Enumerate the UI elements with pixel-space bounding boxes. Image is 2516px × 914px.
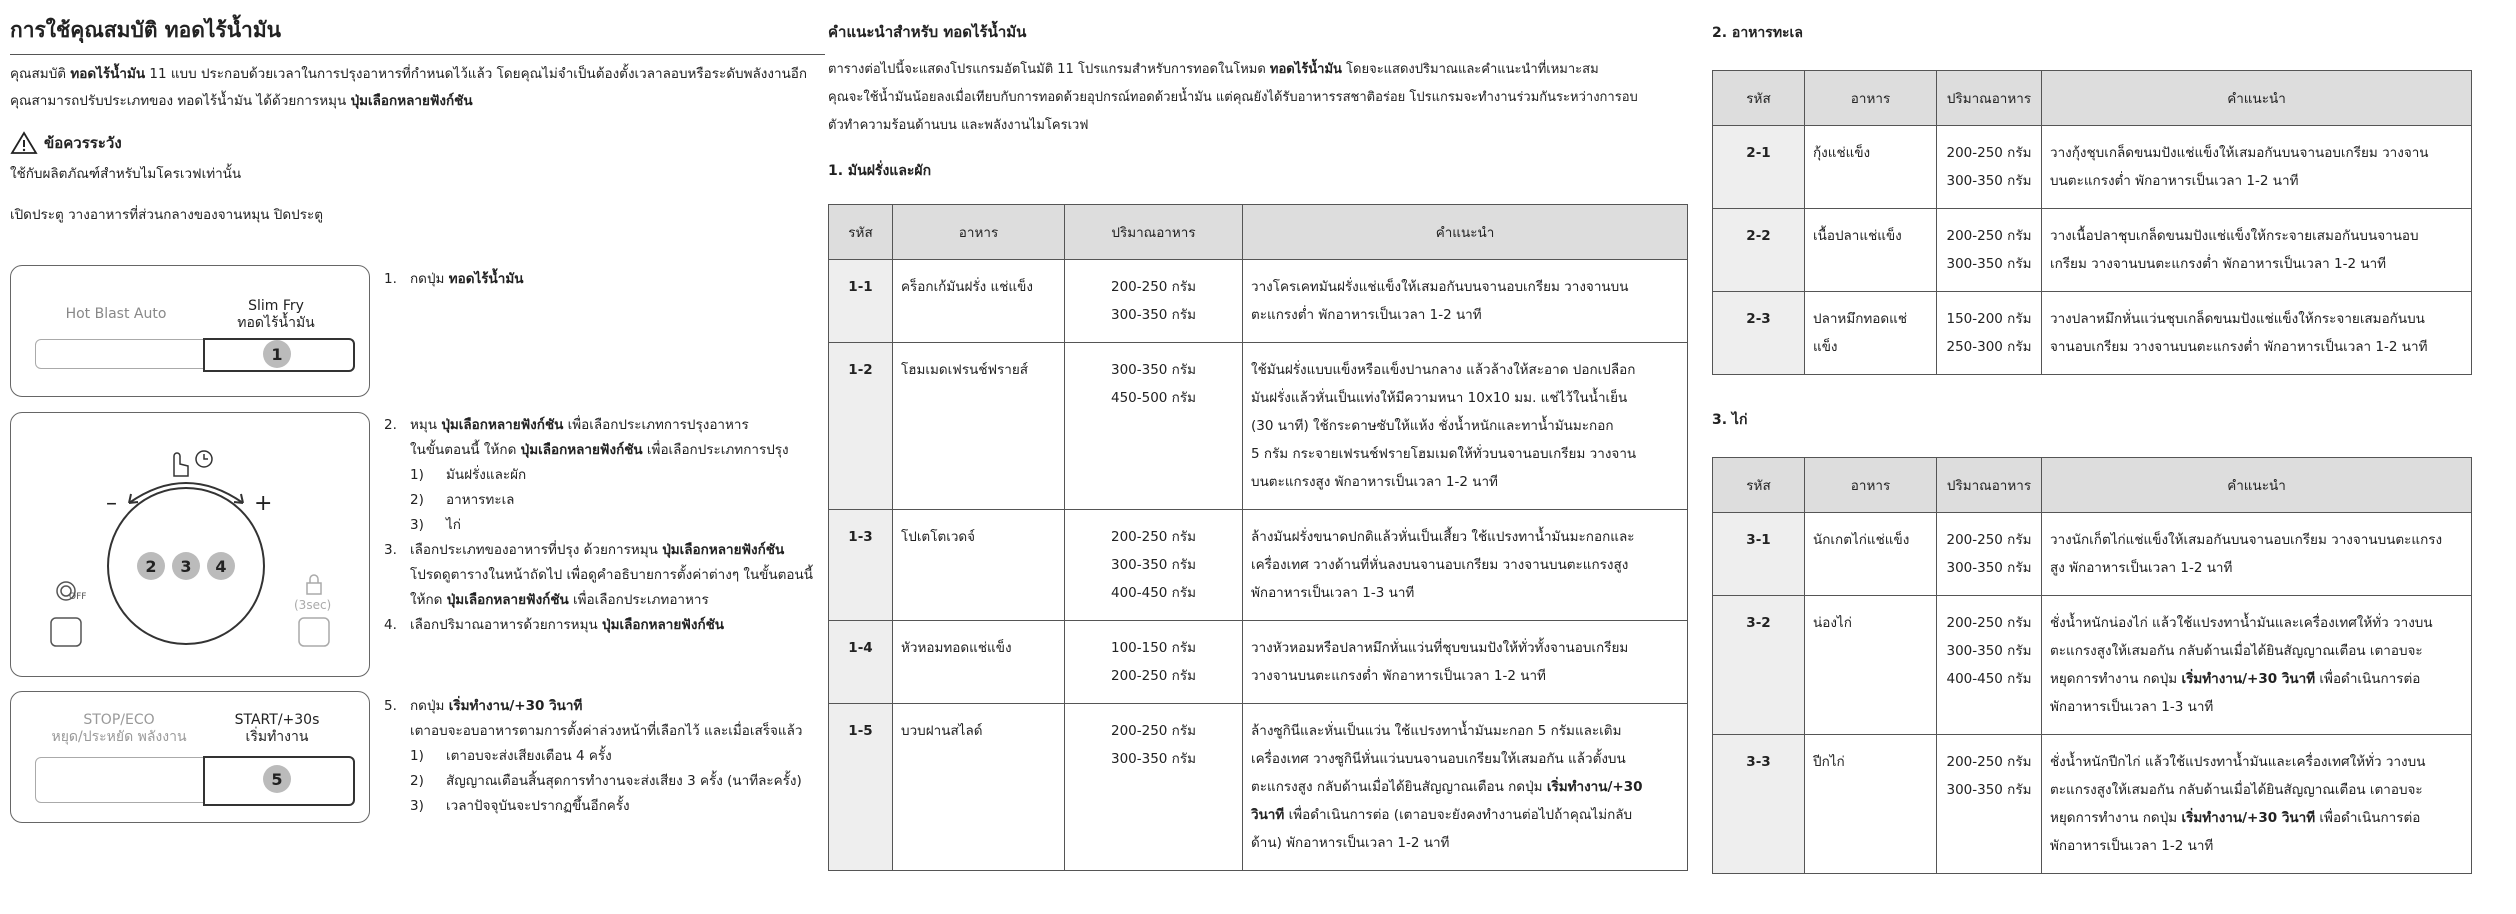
start-label: START/+30s เริ่มทำงาน	[234, 712, 320, 745]
qty-value: 200-250 กรัม	[1110, 279, 1197, 295]
instruction-line: วางเนื้อปลาชุบเกล็ดขนมปังแช่แข็งให้กระจายเสมอกันบนจานอบ	[2050, 228, 2419, 244]
qty-value: 400-450 กรัม	[1946, 671, 2032, 687]
table-header-row	[1713, 458, 2472, 513]
cell-instruction	[2042, 126, 2472, 209]
guide-title: คำแนะนำสำหรับ ทอดไร้น้ำมัน	[828, 23, 1027, 41]
instruction-line: สูง พักอาหารเป็นเวลา 1-2 นาที	[2050, 560, 2233, 576]
instruction-line: บนตะแกรงสูง พักอาหารเป็นเวลา 1-2 นาที	[1251, 474, 1498, 490]
table-row	[1713, 126, 2472, 209]
qty-value: 200-250 กรัม	[1110, 723, 1197, 739]
start-stop-panel	[10, 691, 370, 823]
table-row	[1713, 735, 2472, 874]
hand-icon	[174, 453, 188, 476]
instruction-line: มันฝรั่งแล้วหั่นเป็นแท่งให้มีความหนา 10x10 มม. แช่ไว้ในน้ำเย็น	[1251, 390, 1628, 406]
qty-value: 300-350 กรัม	[1110, 362, 1197, 378]
instruction-line: วางนักเก็ตไก่แช่แข็งให้เสมอกันบนจานอบเกรียม วางจานบนตะแกรง	[2050, 532, 2443, 548]
instruction-line: วางหัวหอมหรือปลาหมึกหั่นแว่นที่ชุบขนมปังให้ทั่วทั้งจานอบเกรียม	[1251, 640, 1629, 656]
col-header-code: รหัส	[1713, 71, 1805, 126]
qty-value: 250-300 กรัม	[1946, 339, 2032, 355]
slim-fry-label: Slim Fry ทอดไร้น้ำมัน	[237, 298, 315, 331]
cell-instruction	[2042, 292, 2472, 375]
cell-qty	[1937, 596, 2042, 735]
qty-value: 300-350 กรัม	[1946, 173, 2032, 189]
seafood-chicken-column	[1712, 0, 2472, 874]
cell-qty	[1065, 343, 1243, 510]
step-badge: 4	[207, 552, 235, 580]
cell-instruction	[1243, 510, 1688, 621]
table-row	[1713, 292, 2472, 375]
qty-value: 300-350 กรัม	[1946, 256, 2032, 272]
cell-code: 3-2	[1713, 596, 1805, 735]
cell-food: หัวหอมทอดแช่แข็ง	[893, 621, 1065, 704]
cell-code: 1-4	[829, 621, 893, 704]
cell-qty	[1065, 621, 1243, 704]
plus-sign: +	[254, 491, 273, 516]
cell-qty	[1937, 735, 2042, 874]
table-row	[829, 704, 1688, 871]
col-header-qty: ปริมาณอาหาร	[1937, 71, 2042, 126]
cell-instruction	[1243, 621, 1688, 704]
table-header-row	[1713, 71, 2472, 126]
cell-code: 3-3	[1713, 735, 1805, 874]
qty-value: 400-450 กรัม	[1110, 585, 1197, 601]
potato-veg-table	[828, 204, 1688, 871]
clock-icon	[196, 451, 212, 467]
col-header-food: อาหาร	[1805, 71, 1937, 126]
step-5: 5. กดปุ่ม เริ่มทำงาน/+30 วินาที เตาอบจะอบอาหารตามการตั้งค่าล่วงหน้าที่เลือกไว้ และเมื่อเสร็จแล้ว 1) เตาอบจะส่งเสียงเตือน 4 ครั้ง 2) สัญญาณเตือนสิ้นสุดการทำงานจะส่งเสียง 3 ครั้ง (นาทีละครั้ง) 3) เวลาปัจจุบันจะปรากฏขึ้นอีกครั้ง	[384, 694, 824, 819]
cell-instruction	[1243, 343, 1688, 510]
section-heading: 3. ไก่	[1712, 412, 1748, 428]
cell-food: คร็อกเก้มันฝรั่ง แช่แข็ง	[893, 260, 1065, 343]
list-item: 2) สัญญาณเตือนสิ้นสุดการทำงานจะส่งเสียง 3 ครั้ง (นาทีละครั้ง)	[410, 773, 802, 789]
cell-instruction: ล้างซูกินีและหั่นเป็นแว่น ใช้แปรงทาน้ำมันมะกอก 5 กรัมและเติม เครื่องเทศ วางซูกินีหั่นแว่นบนจานอบเกรียมให้เสมอกัน แล้วตั้งบน ตะแกรงสูง กลับด้านเมื่อได้ยินสัญญาณเตือน กดปุ่ม เริ่มทำงาน/+30 วินาที เพื่อดำเนินการต่อ (เตาอบจะยังคงทำงานต่อไปถ้าคุณไม่กลับ ด้าน) พักอาหารเป็นเวลา 1-2 นาที	[1243, 704, 1688, 871]
cell-qty	[1065, 510, 1243, 621]
page-title: การใช้คุณสมบัติ ทอดไร้น้ำมัน	[10, 16, 825, 55]
instruction-line: เกรียม วางจานบนตะแกรงต่ำ พักอาหารเป็นเวลา 1-2 นาที	[2050, 256, 2387, 272]
qty-value: 300-350 กรัม	[1110, 751, 1197, 767]
qty-value: 200-250 กรัม	[1110, 529, 1197, 545]
cell-food: โฮมเมดเฟรนช์ฟรายส์	[893, 343, 1065, 510]
cell-qty	[1065, 260, 1243, 343]
instruction-line: วางปลาหมึกหั่นแว่นชุบเกล็ดขนมปังแช่แข็งให้กระจายเสมอกันบน	[2050, 311, 2425, 327]
qty-value: 200-250 กรัม	[1946, 532, 2032, 548]
intro-paragraph: คุณสมบัติ ทอดไร้น้ำมัน 11 แบบ ประกอบด้วยเวลาในการปรุงอาหารที่กำหนดไว้แล้ว โดยคุณไม่จำเป็นต้องตั้งเวลาลอบหรือระดับพลังงานอีก คุณสามารถปรับประเภทของ ทอดไร้น้ำมัน ได้ด้วยการหมุน ปุ่มเลือกหลายฟังก์ชัน	[10, 66, 808, 109]
stop-eco-label: STOP/ECO หยุด/ประหยัด พลังงาน	[51, 712, 187, 745]
cell-food: เนื้อปลาแช่แข็ง	[1805, 209, 1937, 292]
cell-qty	[1937, 292, 2042, 375]
cell-instruction	[2042, 209, 2472, 292]
instruction-line: บนตะแกรงต่ำ พักอาหารเป็นเวลา 1-2 นาที	[2050, 173, 2299, 189]
list-item: 3) ไก่	[410, 517, 461, 533]
cell-code: 2-1	[1713, 126, 1805, 209]
cell-code: 2-3	[1713, 292, 1805, 375]
cell-code: 1-1	[829, 260, 893, 343]
cell-qty	[1937, 126, 2042, 209]
cell-food: บวบฝานสไลด์	[893, 704, 1065, 871]
col-header-inst: คำแนะนำ	[1243, 205, 1688, 260]
table-row	[1713, 513, 2472, 596]
qty-value: 200-250 กรัม	[1946, 228, 2032, 244]
cell-code: 1-5	[829, 704, 893, 871]
lock-button	[299, 618, 329, 646]
cell-food: กุ้งแช่แข็ง	[1805, 126, 1937, 209]
qty-value: 200-250 กรัม	[1946, 145, 2032, 161]
step-1: 1. กดปุ่ม ทอดไร้น้ำมัน	[384, 271, 524, 287]
qty-value: 200-250 กรัม	[1946, 754, 2032, 770]
table-row	[829, 621, 1688, 704]
table-row	[1713, 209, 2472, 292]
instruction-line: เครื่องเทศ วางด้านที่หั่นลงบนจานอบเกรียม วางจานบนตะแกรงสูง	[1251, 557, 1629, 573]
col-header-code: รหัส	[1713, 458, 1805, 513]
qty-value: 200-250 กรัม	[1110, 668, 1197, 684]
col-header-code: รหัส	[829, 205, 893, 260]
cell-instruction	[2042, 513, 2472, 596]
cell-instruction: ชั่งน้ำหนักน่องไก่ แล้วใช้แปรงทาน้ำมันและเครื่องเทศให้ทั่ว วางบน ตะแกรงสูงให้เสมอกัน กลับด้านเมื่อได้ยินสัญญาณเตือน เตาอบจะ หยุดการทำงาน กดปุ่ม เริ่มทำงาน/+30 วินาที เพื่อดำเนินการต่อ พักอาหารเป็นเวลา 1-3 นาที	[2042, 596, 2472, 735]
lock-icon	[307, 575, 321, 594]
qty-value: 300-350 กรัม	[1110, 307, 1197, 323]
guide-intro: ตารางต่อไปนี้จะแสดงโปรแกรมอัตโนมัติ 11 โปรแกรมสำหรับการทอดในโหมด ทอดไร้น้ำมัน โดยจะแสดงปริมาณและคำแนะนำที่เหมาะสม คุณจะใช้น้ำมันน้อยลงเมื่อเทียบกับการทอดด้วยอุปกรณ์ทอดด้วยน้ำมัน แต่คุณยังได้รับอาหารรสชาติอร่อย โปรแกรมจะทำงานร่วมกันระหว่างการอบ ตัวทำความร้อนด้านบน และพลังงานไมโครเวฟ	[828, 62, 1638, 133]
hot-blast-auto-button[interactable]	[35, 339, 205, 369]
col-header-qty: ปริมาณอาหาร	[1937, 458, 2042, 513]
cell-food: โปเตโตเวดจ์	[893, 510, 1065, 621]
step-badge: 3	[172, 552, 200, 580]
qty-value: 450-500 กรัม	[1110, 390, 1197, 406]
cell-instruction	[1243, 260, 1688, 343]
table-row	[1713, 596, 2472, 735]
instruction-line: (30 นาที) ใช้กระดาษซับให้แห้ง ชั่งน้ำหนักและทาน้ำมันมะกอก	[1251, 418, 1614, 434]
instruction-line: ใช้มันฝรั่งแบบแข็งหรือแข็งปานกลาง แล้วล้างให้สะอาด ปอกเปลือก	[1251, 362, 1636, 378]
off-label: OFF	[69, 592, 87, 602]
table-row	[829, 510, 1688, 621]
lock-duration-label: (3sec)	[294, 598, 332, 612]
instruction-line: ล้างมันฝรั่งขนาดปกติแล้วหั่นเป็นเสี้ยว ใช้แปรงทาน้ำมันมะกอกและ	[1251, 529, 1635, 545]
col-header-qty: ปริมาณอาหาร	[1065, 205, 1243, 260]
caution-text: ใช้กับผลิตภัณฑ์สำหรับไมโครเวฟเท่านั้น	[10, 166, 242, 182]
table-row	[829, 343, 1688, 510]
qty-value: 300-350 กรัม	[1946, 643, 2032, 659]
cell-code: 3-1	[1713, 513, 1805, 596]
steps-2-to-4: 2. หมุน ปุ่มเลือกหลายฟังก์ชัน เพื่อเลือกประเภทการปรุงอาหาร ในขั้นตอนนี้ ให้กด ปุ่มเลือกหลายฟังก์ชัน เพื่อเลือกประเภทการปรุง 1) มันฝรั่งและผัก 2) อาหารทะเล 3) ไก่ 3. เลือกประเภทของอาหารที่ปรุง ด้วยการหมุน ปุ่มเลือกหลายฟังก์ชัน โปรดดูตารางในหน้าถัดไป เพื่อดูคำอธิบายการตั้งค่าต่างๆ ในขั้นตอนนี้ ให้กด ปุ่มเลือกหลายฟังก์ชัน เพื่อเลือกประเภทอาหาร 4. เลือกปริมาณอาหารด้วยการหมุน ปุ่มเลือกหลายฟังก์ชัน	[384, 413, 824, 638]
door-instruction: เปิดประตู วางอาหารที่ส่วนกลางของจานหมุน ปิดประตู	[10, 207, 323, 223]
hot-blast-auto-label: Hot Blast Auto	[65, 306, 167, 322]
col-header-food: อาหาร	[893, 205, 1065, 260]
cell-qty	[1937, 513, 2042, 596]
eco-button	[51, 618, 81, 646]
cell-qty	[1065, 704, 1243, 871]
table-header-row	[829, 205, 1688, 260]
cell-food: น่องไก่	[1805, 596, 1937, 735]
instruction-line: พักอาหารเป็นเวลา 1-3 นาที	[1251, 585, 1415, 601]
instruction-line: วางโครเคทมันฝรั่งแช่แข็งให้เสมอกันบนจานอบเกรียม วางจานบน	[1251, 279, 1629, 295]
instruction-line: วางจานบนตะแกรงต่ำ พักอาหารเป็นเวลา 1-2 นาที	[1251, 668, 1546, 684]
guide-column	[828, 0, 1688, 871]
seafood-table	[1712, 70, 2472, 375]
qty-value: 300-350 กรัม	[1946, 560, 2032, 576]
cell-qty	[1937, 209, 2042, 292]
cell-food: ปีกไก่	[1805, 735, 1937, 874]
qty-value: 300-350 กรัม	[1110, 557, 1197, 573]
stop-eco-button[interactable]	[35, 757, 205, 803]
caution-heading: ข้อควรระวัง	[10, 131, 825, 155]
list-item: 1) มันฝรั่งและผัก	[410, 467, 527, 483]
cell-food: ปลาหมึกทอดแช่แข็ง	[1805, 292, 1937, 375]
step-badge: 1	[263, 340, 291, 368]
multi-function-dial-panel	[10, 412, 370, 677]
instruction-line: จานอบเกรียม วางจานบนตะแกรงต่ำ พักอาหารเป็นเวลา 1-2 นาที	[2050, 339, 2428, 355]
step-badge: 5	[263, 765, 291, 793]
section-heading: 1. มันฝรั่งและผัก	[828, 163, 932, 179]
list-item: 1) เตาอบจะส่งเสียงเตือน 4 ครั้ง	[410, 748, 612, 764]
cell-code: 2-2	[1713, 209, 1805, 292]
cell-instruction: ชั่งน้ำหนักปีกไก่ แล้วใช้แปรงทาน้ำมันและเครื่องเทศให้ทั่ว วางบน ตะแกรงสูงให้เสมอกัน กลับด้านเมื่อได้ยินสัญญาณเตือน เตาอบจะ หยุดการทำงาน กดปุ่ม เริ่มทำงาน/+30 วินาที เพื่อดำเนินการต่อ พักอาหารเป็นเวลา 1-2 นาที	[2042, 735, 2472, 874]
qty-value: 150-200 กรัม	[1946, 311, 2032, 327]
step-badge: 2	[137, 552, 165, 580]
col-header-inst: คำแนะนำ	[2042, 458, 2472, 513]
col-header-food: อาหาร	[1805, 458, 1937, 513]
dial-diagram	[11, 413, 369, 676]
qty-value: 100-150 กรัม	[1110, 640, 1197, 656]
usage-column	[10, 0, 825, 814]
list-item: 3) เวลาปัจจุบันจะปรากฏขึ้นอีกครั้ง	[410, 798, 630, 814]
cell-code: 1-3	[829, 510, 893, 621]
minus-sign: –	[106, 491, 117, 516]
table-row	[829, 260, 1688, 343]
cell-code: 1-2	[829, 343, 893, 510]
warning-icon	[10, 131, 38, 155]
instruction-line: ตะแกรงต่ำ พักอาหารเป็นเวลา 1-2 นาที	[1251, 307, 1482, 323]
cell-food: นักเกตไก่แช่แข็ง	[1805, 513, 1937, 596]
instruction-line: วางกุ้งชุบเกล็ดขนมปังแช่แข็งให้เสมอกันบนจานอบเกรียม วางจาน	[2050, 145, 2429, 161]
slim-fry-panel	[10, 265, 370, 397]
list-item: 2) อาหารทะเล	[410, 492, 515, 508]
chicken-table	[1712, 457, 2472, 874]
col-header-inst: คำแนะนำ	[2042, 71, 2472, 126]
instruction-line: 5 กรัม กระจายเฟรนช์ฟรายโฮมเมดให้ทั่วบนจานอบเกรียม วางจาน	[1251, 446, 1637, 462]
qty-value: 200-250 กรัม	[1946, 615, 2032, 631]
section-heading: 2. อาหารทะเล	[1712, 25, 1803, 41]
qty-value: 300-350 กรัม	[1946, 782, 2032, 798]
